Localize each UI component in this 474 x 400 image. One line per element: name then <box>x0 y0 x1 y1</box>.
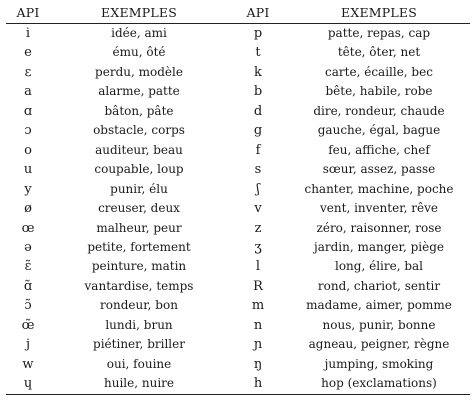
examples-right: patte, repas, cap <box>327 26 431 40</box>
ipa-symbol-left: ɥ <box>6 374 50 394</box>
examples-left: oui, fouine <box>106 356 172 371</box>
ipa-symbol-left: o <box>24 142 32 158</box>
ipa-symbol-right: s <box>254 162 262 178</box>
ipa-symbol-left: ɑ̃ <box>23 278 33 294</box>
examples-left: rondeur, bon <box>100 298 178 313</box>
examples-left: vantardise, temps <box>84 278 194 293</box>
examples-right: tête, ôter, net <box>337 45 421 60</box>
examples-left: peinture, matin <box>91 259 187 274</box>
ipa-symbol-left: ɔ <box>24 123 32 139</box>
examples-right: feu, affiche, chef <box>328 142 430 157</box>
examples-right: vent, inventer, rêve <box>320 201 438 216</box>
ipa-symbol-left: ø <box>24 201 32 217</box>
examples-left: obstacle, corps <box>93 123 185 138</box>
examples-right: dire, rondeur, chaude <box>313 103 445 118</box>
examples-left: malheur, peur <box>96 220 182 235</box>
examples-left: perdu, modèle <box>95 64 183 79</box>
header-examples-left: EXEMPLES <box>50 2 228 24</box>
ipa-symbol-left: ɛ̃ <box>24 259 32 275</box>
ipa-symbol-right: t <box>255 45 261 61</box>
ipa-symbol-left: u <box>23 162 33 178</box>
examples-left: coupable, loup <box>94 162 184 177</box>
examples-left: huile, nuire <box>50 374 228 394</box>
examples-right: agneau, peigner, règne <box>308 337 450 352</box>
ipa-symbol-right: v <box>254 201 262 217</box>
ipa-symbol-left: i <box>25 26 31 41</box>
table-body <box>6 24 470 395</box>
ipa-symbol-right: m <box>251 298 265 314</box>
ipa-symbol-right: k <box>254 64 262 80</box>
examples-right: gauche, égal, bague <box>317 123 441 138</box>
ipa-symbol-right: z <box>254 220 262 236</box>
table-row <box>6 316 470 335</box>
examples-left: lundi, brun <box>105 317 173 332</box>
ipa-symbol-right: f <box>255 142 261 158</box>
examples-right: zéro, raisonner, rose <box>316 220 442 235</box>
table-row <box>6 121 470 140</box>
ipa-symbol-left: ɔ̃ <box>24 298 32 314</box>
examples-left: alarme, patte <box>98 84 180 99</box>
table-row <box>6 160 470 179</box>
examples-left: piétiner, briller <box>93 337 185 352</box>
examples-left: idée, ami <box>111 26 167 40</box>
ipa-symbol-left: œ <box>21 220 35 236</box>
ipa-symbol-left: ə <box>24 239 32 255</box>
table-row <box>6 257 470 276</box>
header-examples-right: EXEMPLES <box>288 2 470 24</box>
table-row <box>6 355 470 374</box>
table-row <box>6 141 470 160</box>
ipa-symbol-right: d <box>253 103 263 119</box>
table-row <box>6 277 470 296</box>
table-row <box>6 238 470 257</box>
examples-left: punir, élu <box>110 181 168 196</box>
examples-right: hop (exclamations) <box>288 374 470 394</box>
table-row <box>6 102 470 121</box>
ipa-symbol-right: n <box>253 317 263 333</box>
examples-left: creuser, deux <box>98 201 180 216</box>
table-row <box>6 219 470 238</box>
examples-right: bête, habile, robe <box>325 84 433 99</box>
examples-left: auditeur, beau <box>95 142 183 157</box>
ipa-symbol-left: ε <box>24 64 32 80</box>
ipa-symbol-left: j <box>25 337 31 353</box>
examples-right: sœur, assez, passe <box>322 162 436 177</box>
table-row <box>6 24 470 44</box>
ipa-symbol-right: g <box>253 123 263 139</box>
ipa-symbol-left: e <box>24 45 32 61</box>
table-row <box>6 180 470 199</box>
ipa-symbol-left: ɑ <box>23 103 33 119</box>
ipa-symbol-left: w <box>22 356 34 372</box>
ipa-symbol-right: l <box>255 259 261 275</box>
header-api-right: API <box>228 2 288 24</box>
examples-right: jardin, manger, piège <box>314 239 444 254</box>
table-row <box>6 335 470 354</box>
ipa-symbol-right: ɲ <box>253 337 263 353</box>
examples-left: petite, fortement <box>87 239 191 254</box>
examples-left: bâton, pâte <box>104 103 174 118</box>
table-row <box>6 374 470 394</box>
examples-left: ému, ôté <box>112 45 166 60</box>
table-row <box>6 199 470 218</box>
ipa-symbol-left: œ̃ <box>21 317 35 333</box>
examples-right: long, élire, bal <box>334 259 424 274</box>
ipa-symbol-left: y <box>24 181 32 197</box>
examples-right: madame, aimer, pomme <box>306 298 452 313</box>
ipa-symbol-right: h <box>228 374 288 394</box>
ipa-examples-table <box>6 2 470 395</box>
examples-right: carte, écaille, bec <box>325 64 433 79</box>
ipa-symbol-right: R <box>253 278 263 294</box>
ipa-symbol-right: ŋ <box>253 356 263 372</box>
header-api-left: API <box>6 2 50 24</box>
examples-right: chanter, machine, poche <box>304 181 454 196</box>
table-row <box>6 82 470 101</box>
ipa-symbol-right: b <box>253 84 263 100</box>
table-row <box>6 63 470 82</box>
ipa-symbol-right: ʃ <box>256 181 260 197</box>
examples-right: nous, punir, bonne <box>322 317 436 332</box>
examples-right: jumping, smoking <box>324 356 434 371</box>
table-header <box>6 2 470 24</box>
header-row <box>6 2 470 24</box>
table-row <box>6 43 470 62</box>
table-row <box>6 296 470 315</box>
ipa-symbol-left: a <box>24 84 32 100</box>
ipa-symbol-right: ʒ <box>254 239 262 255</box>
examples-right: rond, chariot, sentir <box>317 278 441 293</box>
ipa-symbol-right: p <box>253 26 263 41</box>
